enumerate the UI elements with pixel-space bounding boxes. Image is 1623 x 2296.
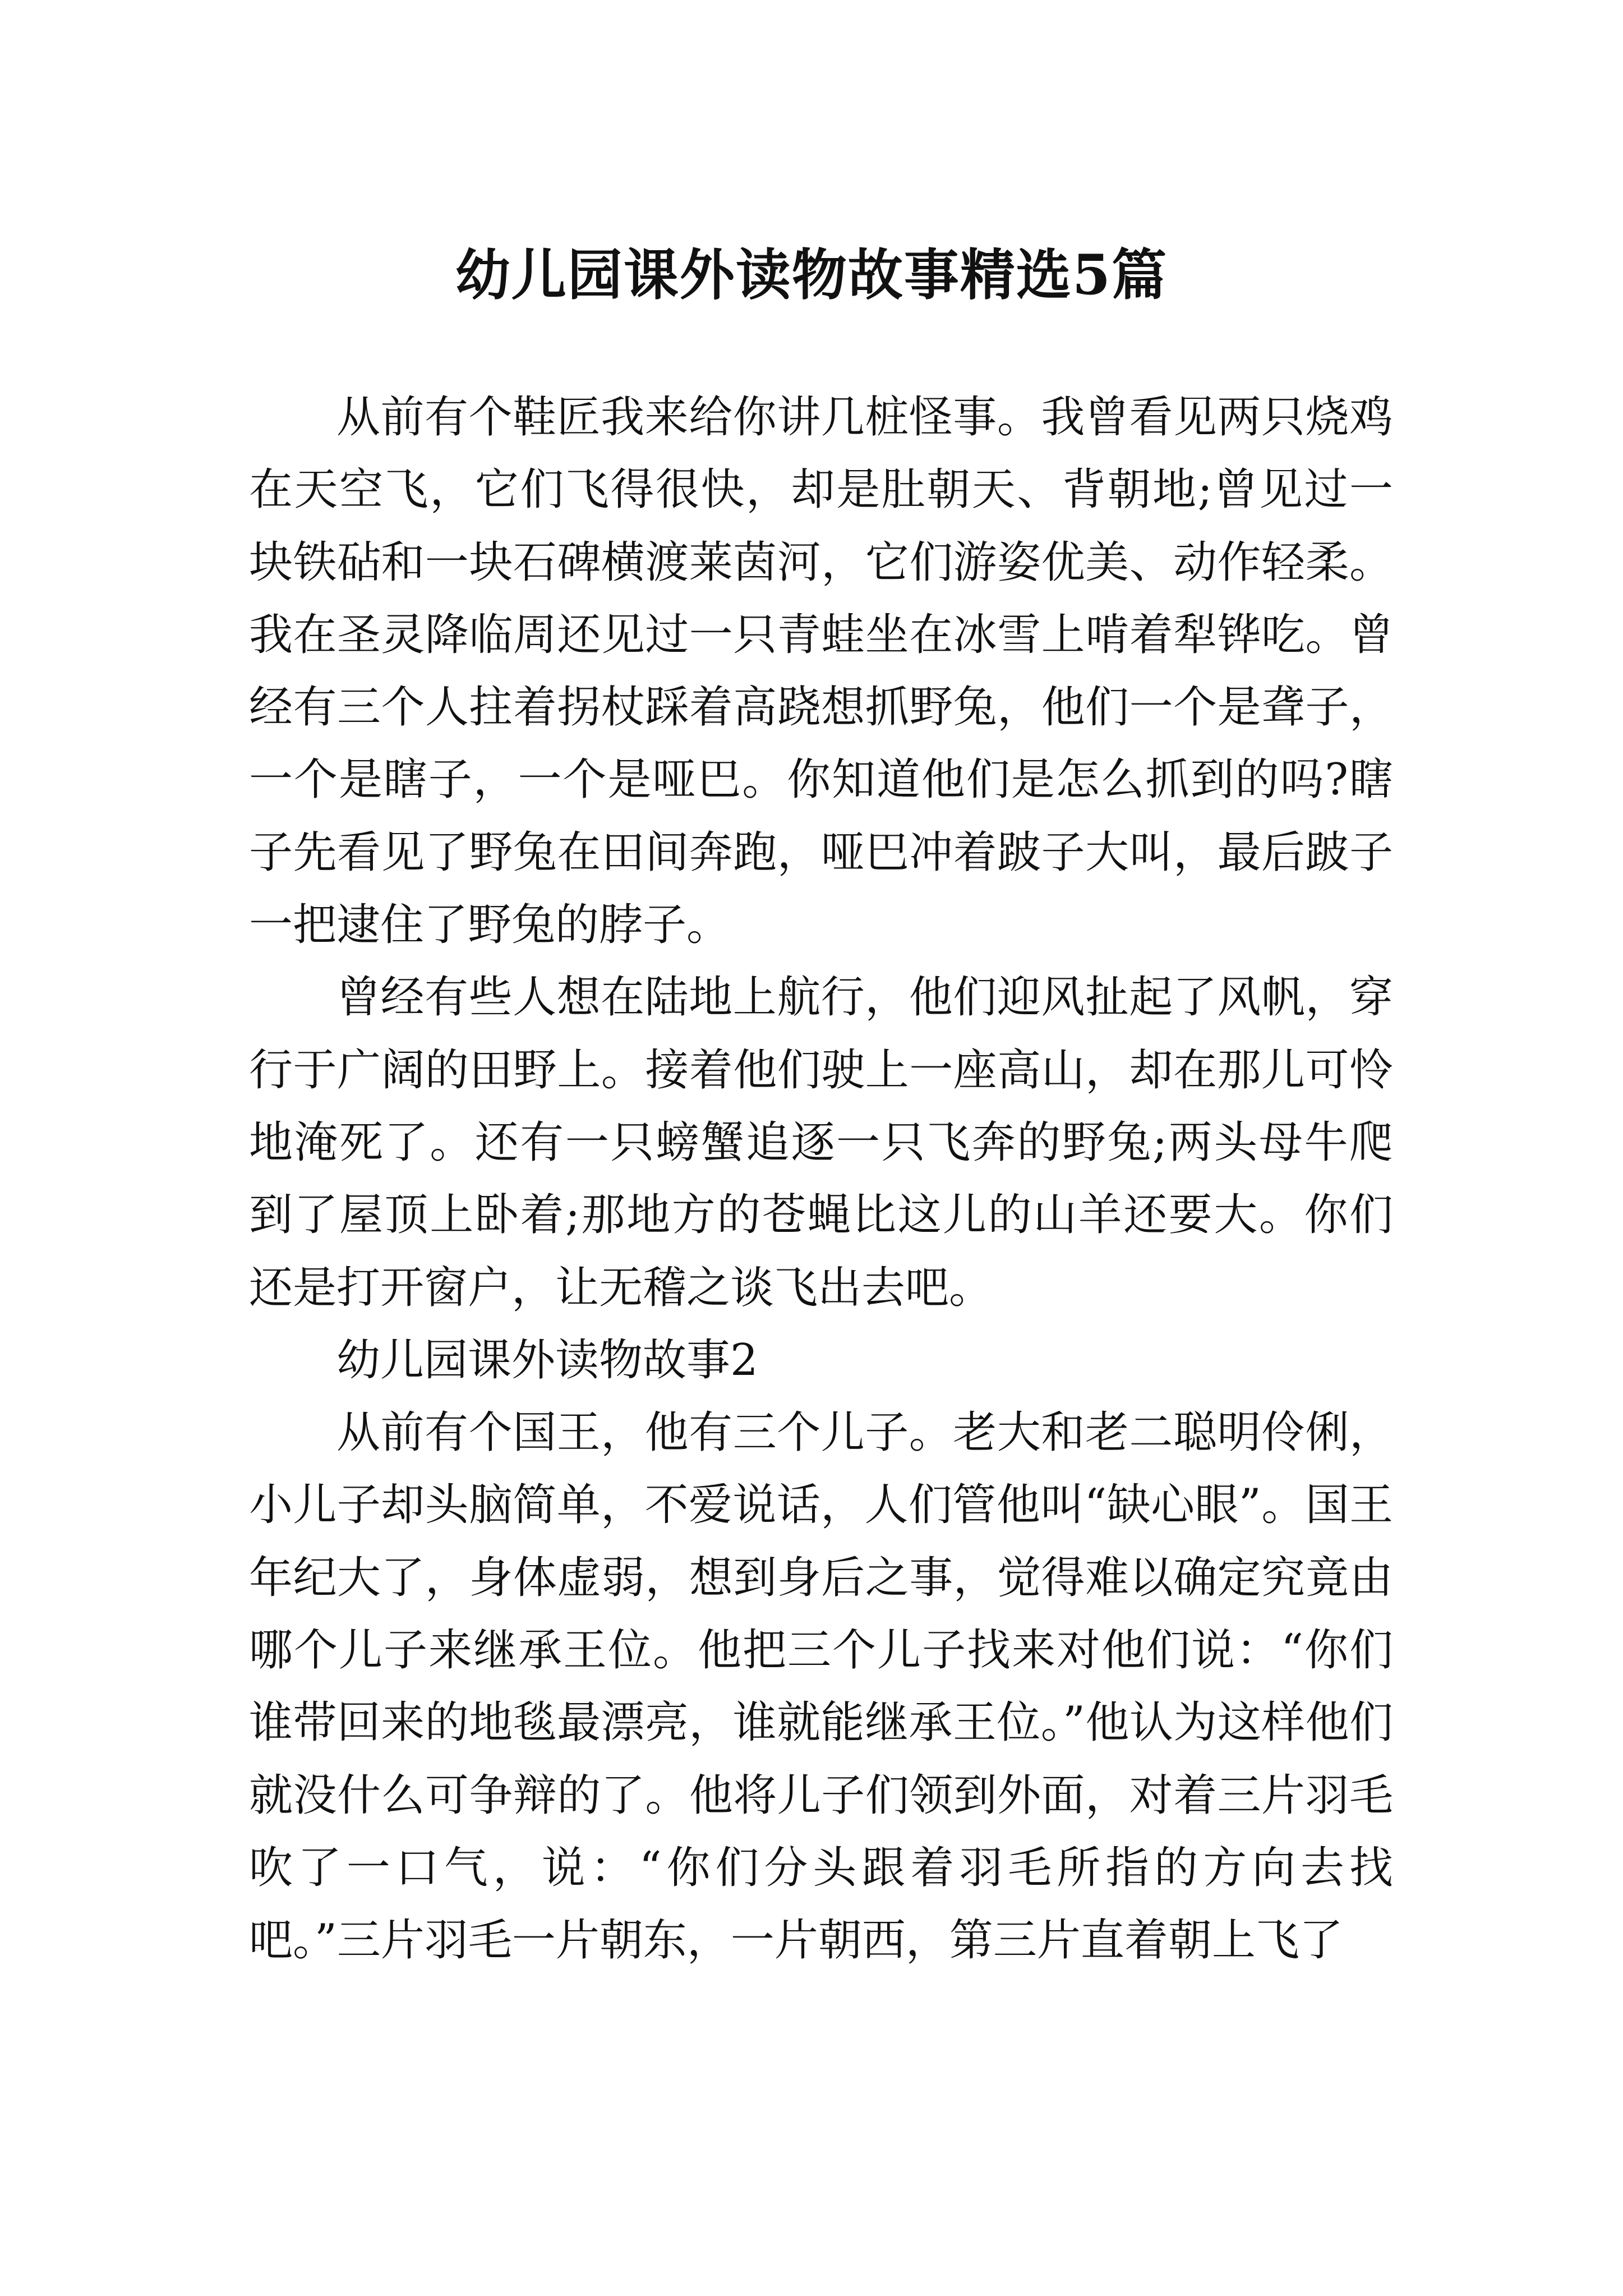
document-title: 幼儿园课外读物故事精选5篇 bbox=[455, 242, 1168, 307]
paragraph-2: 曾经有些人想在陆地上航行，他们迎风扯起了风帆，穿行于广阔的田野上。接着他们驶上一座高山，却在那儿可怜地淹死了。还有一只螃蟹追逐一只飞奔的野兔;两头母牛爬到了屋顶上卧着;那地方的苍蝇比这儿的山羊还要大。你们还是打开窗户，让无稽之谈飞出去吧。 bbox=[249, 972, 1393, 1313]
section-heading-story-2: 幼儿园课外读物故事2 bbox=[336, 1335, 758, 1386]
paragraph-3: 从前有个国王，他有三个儿子。老大和老二聪明伶俐，小儿子却头脑简单，不爱说话，人们管他叫“缺心眼”。国王年纪大了，身体虚弱，想到身后之事，觉得难以确定究竟由哪个儿子来继承王位。他把三个儿子找来对他们说：“你们谁带回来的地毯最漂亮，谁就能继承王位。”他认为这样他们就没什么可争辩的了。他将儿子们领到外面，对着三片羽毛吹了一口气，说：“你们分头跟着羽毛所指的方向去找吧。”三片羽毛一片朝东，一片朝西，第三片直着朝上飞了 bbox=[249, 1407, 1393, 1966]
document-body bbox=[249, 381, 1393, 1977]
paragraph-1: 从前有个鞋匠我来给你讲几桩怪事。我曾看见两只烧鸡在天空飞，它们飞得很快，却是肚朝天、背朝地;曾见过一块铁砧和一块石碑横渡莱茵河，它们游姿优美、动作轻柔。我在圣灵降临周还见过一只青蛙坐在冰雪上啃着犁铧吃。曾经有三个人拄着拐杖踩着高跷想抓野兔，他们一个是聋子，一个是瞎子，一个是哑巴。你知道他们是怎么抓到的吗?瞎子先看见了野兔在田间奔跑，哑巴冲着跛子大叫，最后跛子一把逮住了野兔的脖子。 bbox=[249, 392, 1393, 951]
